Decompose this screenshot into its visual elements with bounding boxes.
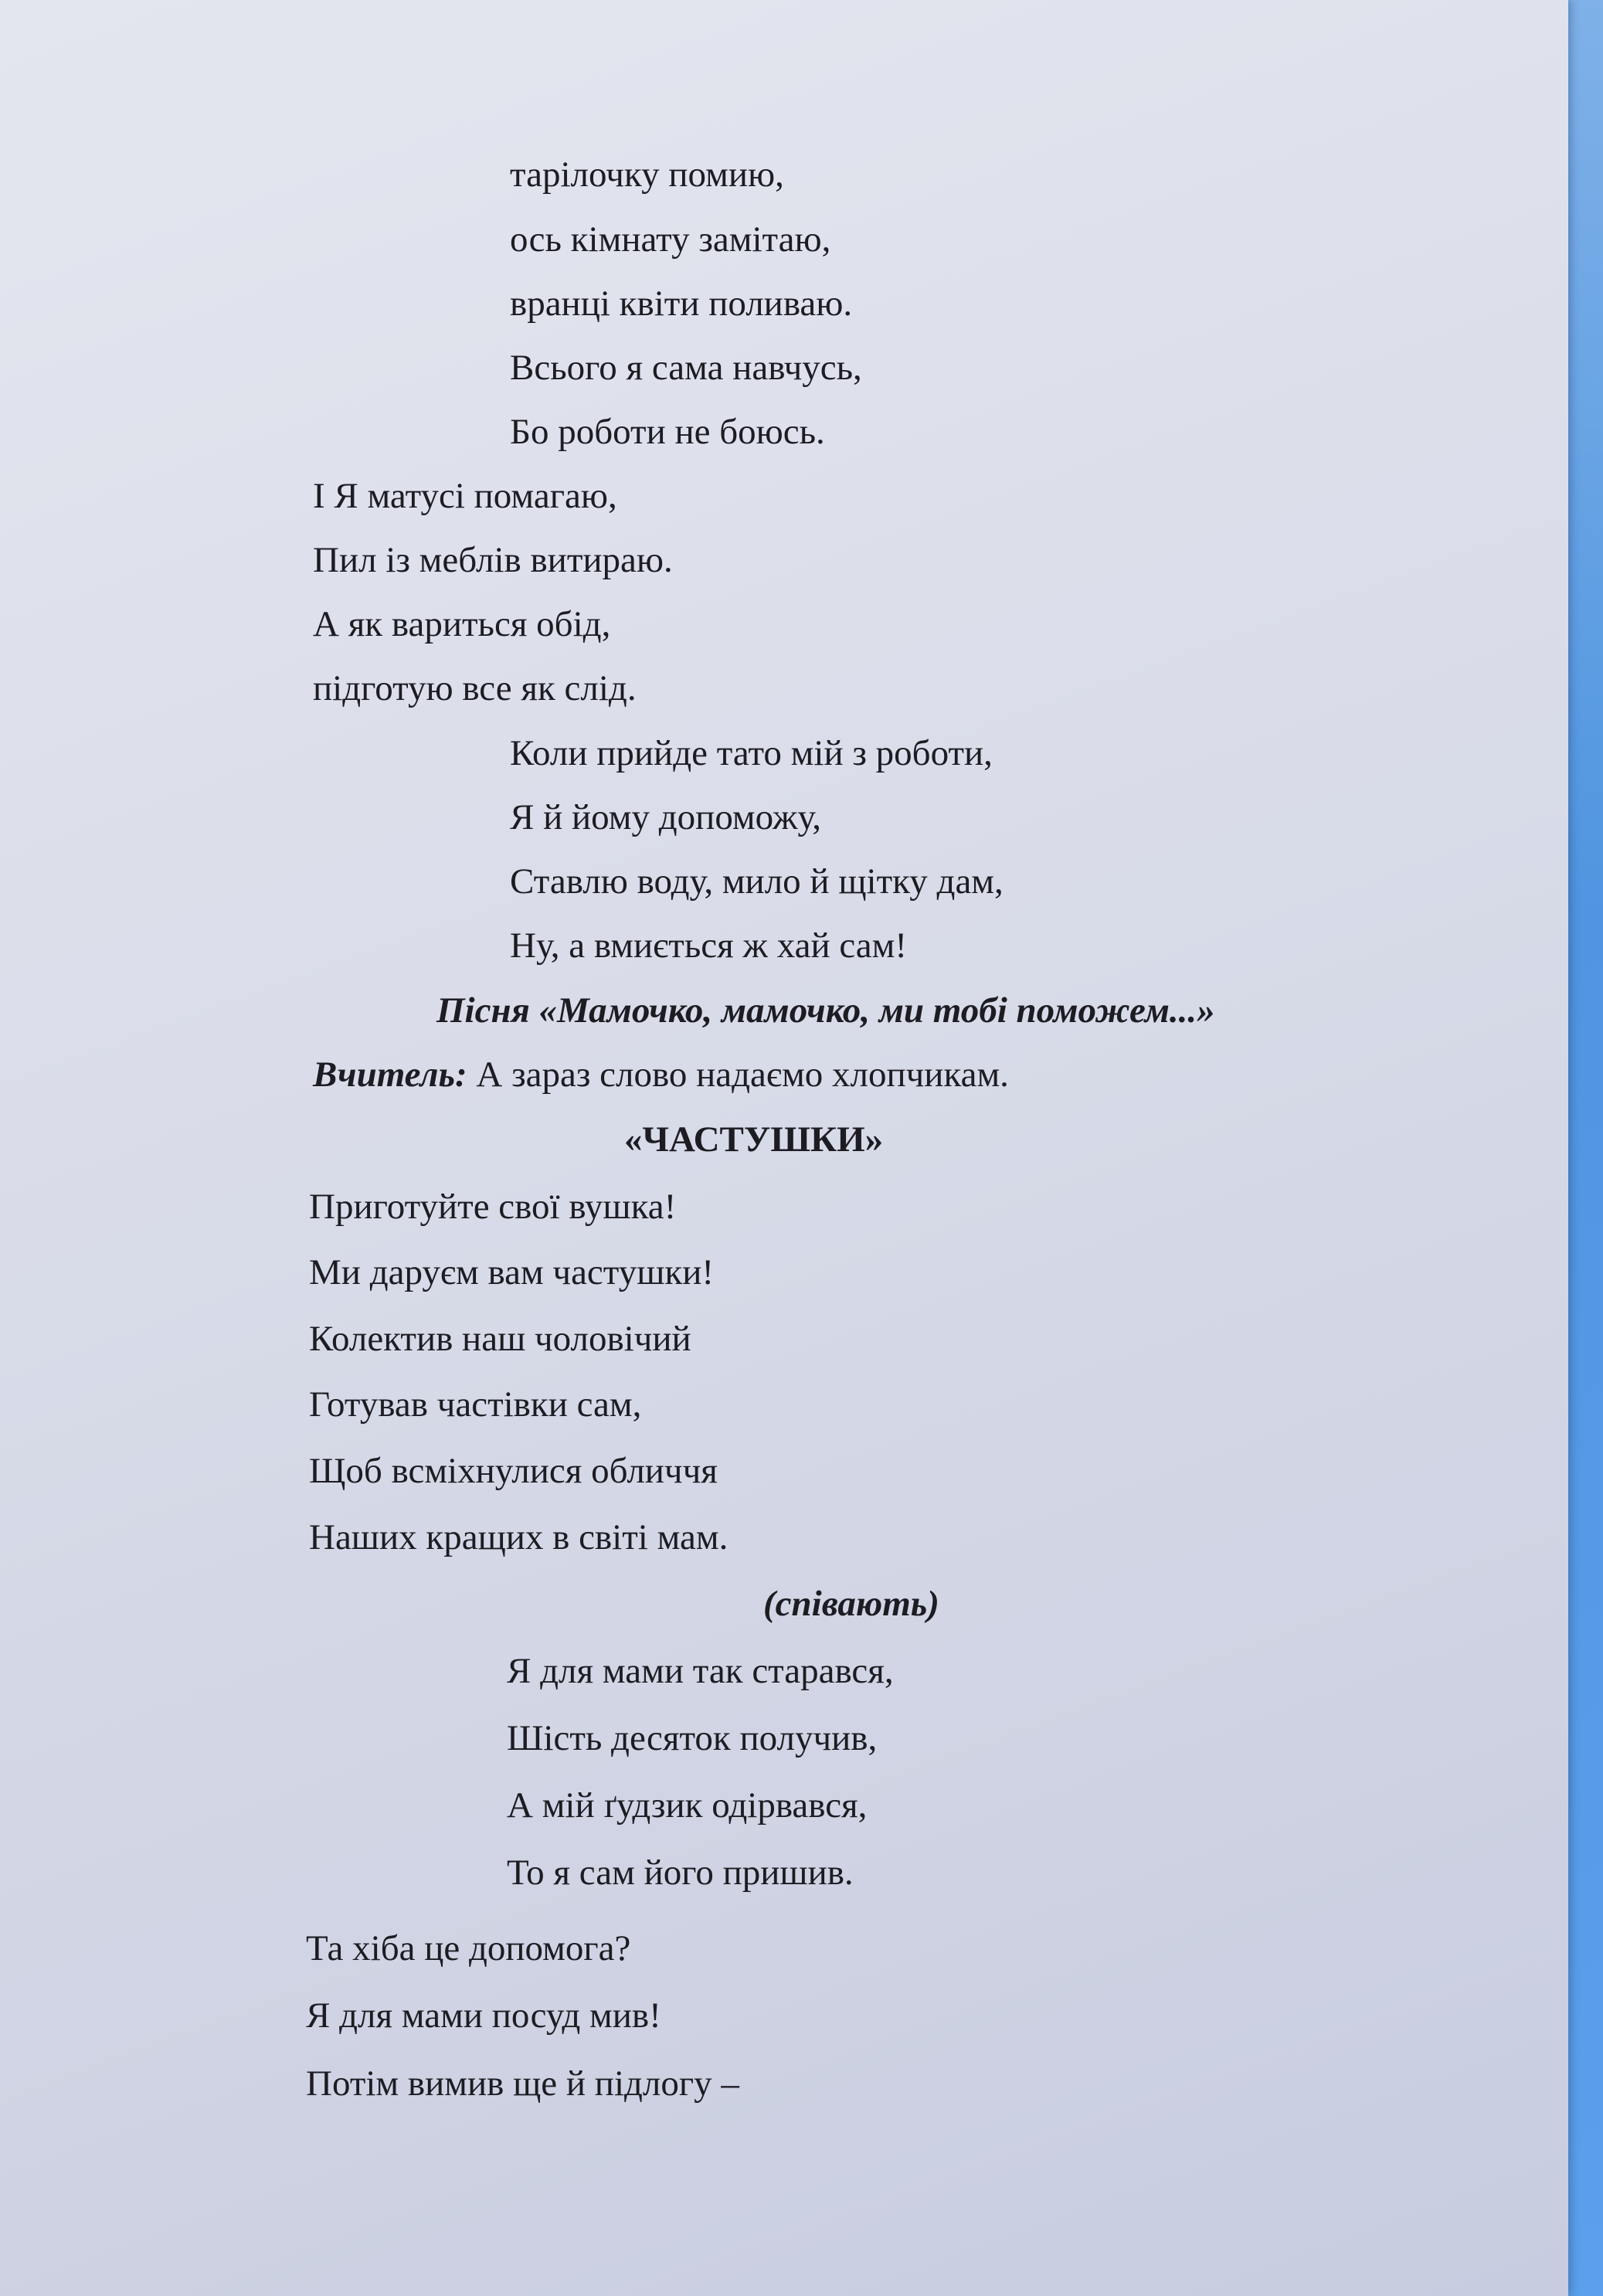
poem-line: ось кімнату замітаю,	[510, 219, 831, 260]
poem-line: Ми даруєм вам частушки!	[309, 1252, 715, 1292]
poem-line: Приготуйте свої вушка!	[309, 1187, 677, 1227]
poem-line: То я сам його пришив.	[507, 1853, 854, 1893]
teacher-remark	[313, 1057, 1009, 1093]
poem-line: Ну, а вмиється ж хай сам!	[510, 926, 908, 966]
poem-line: Я для мами так старався,	[507, 1651, 894, 1691]
poem-line: А мій ґудзик одірвався,	[507, 1785, 868, 1826]
section-title: «ЧАСТУШКИ»	[624, 1119, 884, 1160]
speaker-label: Вчитель:	[313, 1055, 467, 1095]
poem-line: Всього я сама навчусь,	[510, 348, 862, 388]
poem-line: Коли прийде тато мій з роботи,	[510, 733, 993, 773]
poem-line: А як вариться обід,	[313, 604, 611, 644]
poem-line: Колектив наш чоловічий	[309, 1319, 691, 1359]
song-title: Пісня «Мамочко, мамочко, ми тобі поможем...»	[436, 990, 1215, 1031]
poem-line: Наших кращих в світі мам.	[309, 1517, 728, 1557]
poem-line: вранці квіти поливаю.	[510, 284, 853, 324]
poem-line: Та хіба це допомога?	[306, 1928, 631, 1968]
poem-line: тарілочку помию,	[510, 155, 784, 195]
poem-line: Щоб всміхнулися обличчя	[309, 1451, 718, 1491]
poem-line: Пил із меблів витираю.	[313, 540, 673, 580]
poem-line: І Я матусі помагаю,	[313, 476, 617, 516]
poem-line: Шість десяток получив,	[507, 1718, 878, 1758]
poem-line: підготую все як слід.	[313, 668, 637, 708]
poem-line: Бо роботи не боюсь.	[510, 412, 825, 452]
poem-line: Я й йому допоможу,	[510, 797, 822, 837]
poem-line: Готував частівки сам,	[309, 1384, 642, 1425]
poem-line: Я для мами посуд мив!	[306, 1995, 661, 2036]
stage-direction: (співають)	[763, 1584, 939, 1624]
poem-line: Ставлю воду, мило й щітку дам,	[510, 861, 1004, 902]
poem-line: Потім вимив ще й підлогу –	[306, 2063, 739, 2104]
remark-text: А зараз слово надаємо хлопчикам.	[467, 1055, 1009, 1095]
